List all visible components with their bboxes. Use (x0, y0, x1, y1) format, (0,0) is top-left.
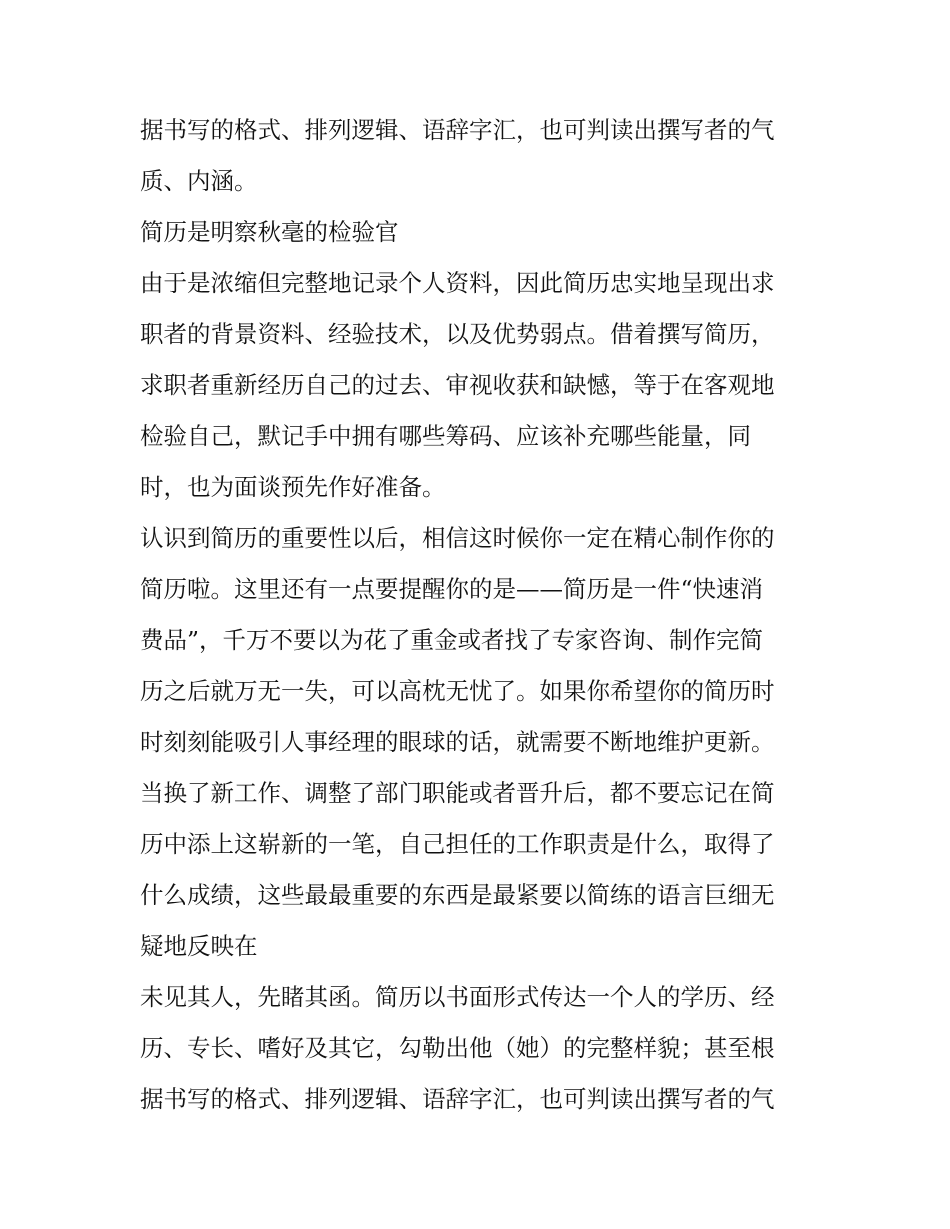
text-line: 历、专长、嗜好及其它，勾勒出他（她）的完整样貌；甚至根 (140, 1034, 775, 1062)
text-line: 求职者重新经历自己的过去、审视收获和缺憾，等于在客观地 (140, 371, 775, 399)
text-line: 历中添上这崭新的一笔，自己担任的工作职责是什么，取得了 (140, 830, 775, 858)
text-line: 费品”，千万不要以为花了重金或者找了专家咨询、制作完简 (140, 626, 764, 654)
text-line: 疑地反映在 (140, 932, 258, 960)
text-line: 什么成绩，这些最最重要的东西是最紧要以简练的语言巨细无 (140, 881, 775, 909)
text-line: 据书写的格式、排列逻辑、语辞字汇，也可判读出撰写者的气 (140, 116, 775, 144)
text-line: 时，也为面谈预先作好准备。 (140, 473, 446, 501)
text-line: 简历啦。这里还有一点要提醒你的是——简历是一件“快速消 (140, 575, 764, 603)
text-line: 质、内涵。 (140, 167, 258, 195)
text-line: 据书写的格式、排列逻辑、语辞字汇，也可判读出撰写者的气 (140, 1085, 775, 1113)
text-line: 未见其人，先睹其函。简历以书面形式传达一个人的学历、经 (140, 983, 775, 1011)
text-line: 时刻刻能吸引人事经理的眼球的话，就需要不断地维护更新。 (140, 728, 775, 756)
text-line: 检验自己，默记手中拥有哪些筹码、应该补充哪些能量，同 (140, 422, 751, 450)
section-heading: 简历是明察秋毫的检验官 (140, 218, 399, 246)
text-line: 认识到简历的重要性以后，相信这时候你一定在精心制作你的 (140, 524, 775, 552)
text-line: 历之后就万无一失，可以高枕无忧了。如果你希望你的简历时 (140, 677, 775, 705)
text-line: 职者的背景资料、经验技术，以及优势弱点。借着撰写简历， (140, 320, 775, 348)
body-text (140, 105, 820, 1125)
text-line: 当换了新工作、调整了部门职能或者晋升后，都不要忘记在简 (140, 779, 775, 807)
text-line: 由于是浓缩但完整地记录个人资料，因此简历忠实地呈现出求 (140, 269, 775, 297)
